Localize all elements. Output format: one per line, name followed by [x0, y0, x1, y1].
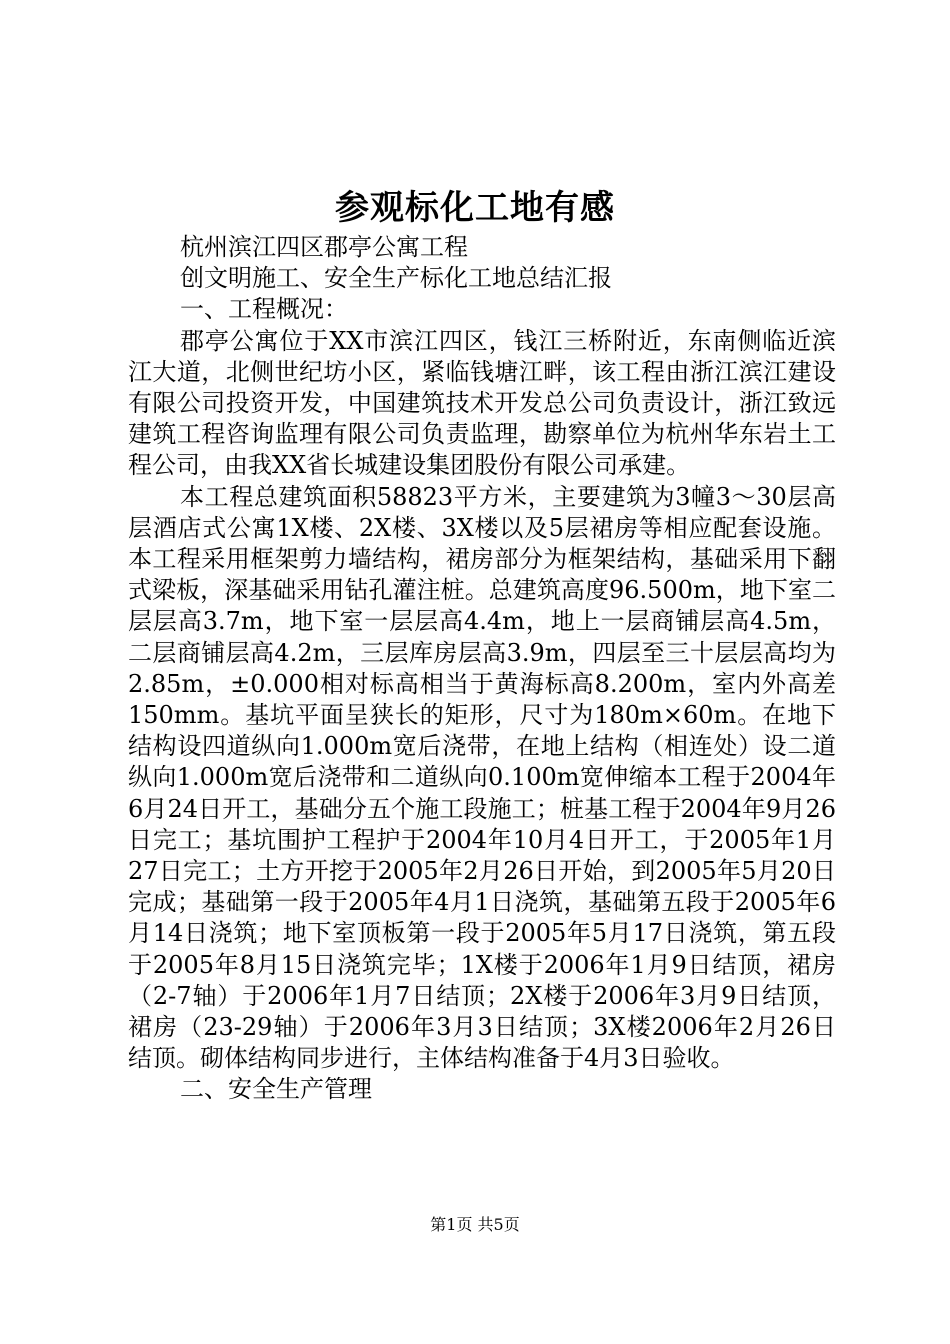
document-title: 参观标化工地有感	[335, 188, 615, 228]
page-footer: 第1页 共5页	[430, 1215, 520, 1234]
report-subtitle-line: 创文明施工、安全生产标化工地总结汇报	[180, 264, 612, 293]
section-heading-overview: 一、工程概况：	[180, 295, 348, 324]
paragraph-location: 郡亭公寓位于XX市滨江四区，钱江三桥附近，东南侧临近滨江大道，北侧世纪坊小区，紧临钱塘江畔，该工程由浙江滨江建设有限公司投资开发，中国建筑技术开发总公司负责设计，浙江致远建筑工程咨询监理有限公司负责监理，勘察单位为杭州华东岩土工程公司，由我XX省长城建设集团股份有限公司承建。	[128, 326, 836, 480]
paragraph-project-details: 本工程总建筑面积58823平方米，主要建筑为3幢3～30层高层酒店式公寓1X楼、2X楼、3X楼以及5层裙房等相应配套设施。本工程采用框架剪力墙结构，裙房部分为框架结构，基础采用下翻式梁板，深基础采用钻孔灌注桩。总建筑高度96.500m，地下室二层层高3.7m，地下室一层层高4.4m，地上一层商铺层高4.5m，二层商铺层高4.2m，三层库房层高3.9m，四层至三十层层高均为2.85m，±0.000相对标高相当于黄海标高8.200m，室内外高差150mm。基坑平面呈狭长的矩形，尺寸为180m×60m。在地下结构设四道纵向1.000m宽后浇带，在地上结构（相连处）设二道纵向1.000m宽后浇带和二道纵向0.100m宽伸缩本工程于2004年6月24日开工，基础分五个施工段施工；桩基工程于2004年9月26日完工；基坑围护工程护于2004年10月4日开工，于2005年1月27日完工；土方开挖于2005年2月26日开始，到2005年5月20日完成；基础第一段于2005年4月1日浇筑，基础第五段于2005年6月14日浇筑；地下室顶板第一段于2005年5月17日浇筑，第五段于2005年8月15日浇筑完毕；1X楼于2006年1月9日结顶，裙房（2-7轴）于2006年1月7日结顶；2X楼于2006年3月9日结顶，裙房（23-29轴）于2006年3月3日结顶；3X楼2006年2月26日结顶。砌体结构同步进行，主体结构准备于4月3日验收。	[128, 482, 836, 1073]
project-name-line: 杭州滨江四区郡亭公寓工程	[180, 233, 468, 261]
section-heading-safety: 二、安全生产管理	[180, 1075, 372, 1104]
document-body	[128, 232, 836, 1106]
